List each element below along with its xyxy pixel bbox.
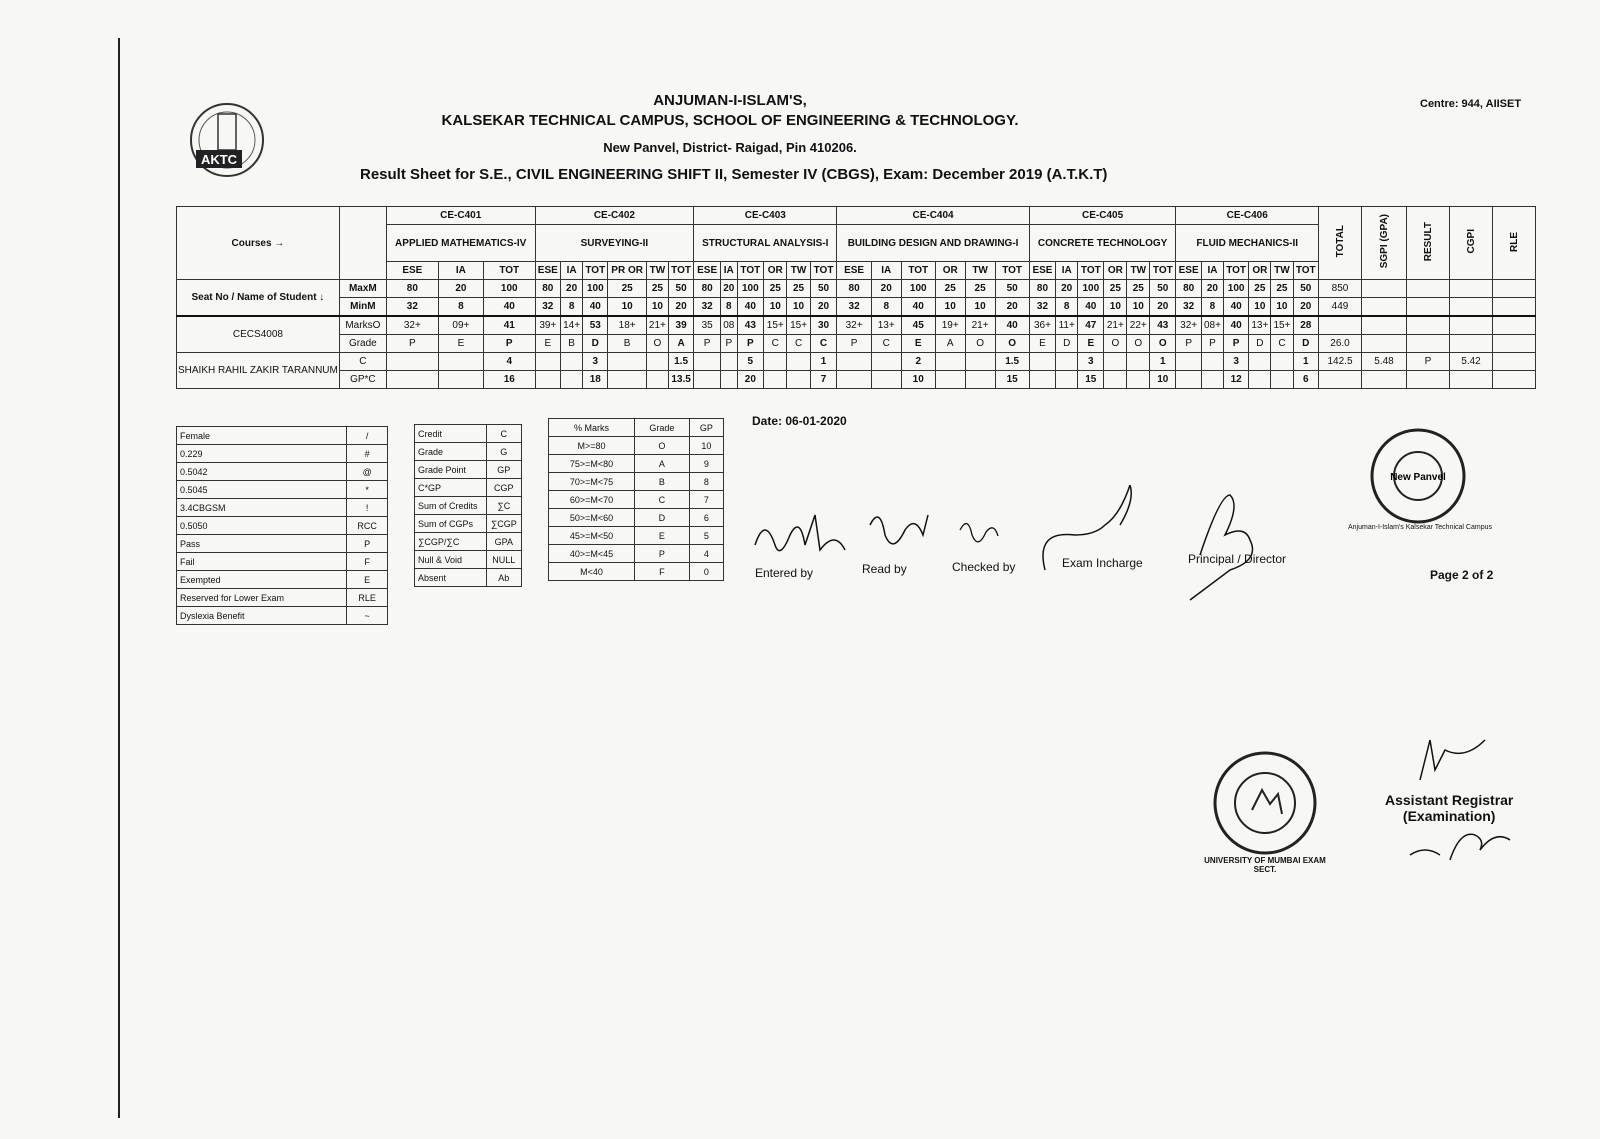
legend2-label: ∑CGP/∑C	[415, 533, 487, 551]
legend1-symbol: F	[347, 553, 388, 571]
row-label: MarksO	[339, 316, 386, 335]
legend1-label: 0.229	[177, 445, 347, 463]
legend1-row	[177, 481, 388, 499]
college-logo	[188, 100, 266, 182]
grade-scale-cell: 5	[689, 527, 723, 545]
col-header: OR	[1249, 262, 1271, 280]
legend2-row	[415, 425, 522, 443]
legend2-label: Credit	[415, 425, 487, 443]
legend1-row	[177, 445, 388, 463]
grade-scale-cell: M>=80	[549, 437, 635, 455]
col-header: TW	[787, 262, 810, 280]
legend1-label: 3.4CBGSM	[177, 499, 347, 517]
college-stamp	[1368, 426, 1468, 526]
grade-scale-cell: P	[635, 545, 690, 563]
signature-label: Entered by	[755, 566, 814, 580]
col-header: TOT	[1078, 262, 1104, 280]
result-table	[176, 206, 1536, 389]
legend1-label: Dyslexia Benefit	[177, 607, 347, 625]
credit-row: SHAIKH RAHIL ZAKIR TARANNUM C 4 3 1.5 5 1 2 1.5 3 1 3 1 142.5 5.48 P 5.42	[177, 353, 1536, 371]
grade-scale-row	[549, 509, 724, 527]
row-label: Grade	[339, 335, 386, 353]
legend2-symbol: CGP	[486, 479, 521, 497]
grade-scale-cell: 45>=M<50	[549, 527, 635, 545]
col-header: TOT	[810, 262, 837, 280]
legend1-symbol: #	[347, 445, 388, 463]
legend2-symbol: Ab	[486, 569, 521, 587]
result-header: RESULT	[1407, 207, 1450, 280]
legend1-symbol: RLE	[347, 589, 388, 607]
row-label: C	[339, 353, 386, 371]
col-header: TOT	[583, 262, 608, 280]
legend2-symbol: GPA	[486, 533, 521, 551]
col-header: IA	[1201, 262, 1223, 280]
legend1-label: 0.5045	[177, 481, 347, 499]
legend1-symbol: RCC	[347, 517, 388, 535]
legend1-row	[177, 571, 388, 589]
gpc-row: GP*C 16 18 13.5 20 7 10 15 15 10 12 6	[177, 371, 1536, 389]
row-label: MaxM	[339, 280, 386, 298]
sgpi-value: 5.48	[1362, 353, 1407, 371]
university-stamp	[1212, 750, 1318, 856]
col-header: IA	[1056, 262, 1078, 280]
legend1-symbol: P	[347, 535, 388, 553]
course-name: SURVEYING-II	[535, 225, 694, 262]
legend1-label: 0.5050	[177, 517, 347, 535]
margin-line	[118, 38, 120, 1118]
seat-name-label: Seat No / Name of Student ↓	[177, 280, 340, 317]
total-header: TOTAL	[1319, 207, 1362, 280]
grade-scale-cell: A	[635, 455, 690, 473]
grade-scale-cell: 60>=M<70	[549, 491, 635, 509]
col-header: IA	[561, 262, 583, 280]
grade-scale-cell: 0	[689, 563, 723, 581]
legend2-label: Sum of Credits	[415, 497, 487, 515]
signature-label: Exam Incharge	[1062, 556, 1143, 570]
legend2-label: Grade	[415, 443, 487, 461]
col-header: ESE	[386, 262, 438, 280]
institution-name-line2: KALSEKAR TECHNICAL CAMPUS, SCHOOL OF ENGINEERING & TECHNOLOGY.	[441, 112, 1019, 129]
legend2-row	[415, 533, 522, 551]
legend1-row	[177, 607, 388, 625]
grade-scale-row	[549, 491, 724, 509]
grade-scale-cell: 8	[689, 473, 723, 491]
grade-scale-row	[549, 527, 724, 545]
legend2-label: Null & Void	[415, 551, 487, 569]
col-header: ESE	[1176, 262, 1201, 280]
col-header: TOT	[668, 262, 693, 280]
grade-scale-row	[549, 545, 724, 563]
legend2-label: Sum of CGPs	[415, 515, 487, 533]
legend2-symbol: ∑CGP	[486, 515, 521, 533]
legend1-row	[177, 589, 388, 607]
grade-row: Grade P E P E B D B O A P P P C C C P C E A O O E D E O O O P P P D C D 26.0	[177, 335, 1536, 353]
student-name: SHAIKH RAHIL ZAKIR TARANNUM	[177, 353, 340, 389]
legend1-symbol: /	[347, 427, 388, 445]
courses-label: Courses →	[177, 207, 340, 280]
sgpi-header: SGPI (GPA)	[1362, 207, 1407, 280]
course-code: CE-C401	[386, 207, 535, 225]
total-max: 850	[1319, 280, 1362, 298]
legend1-symbol: !	[347, 499, 388, 517]
signature-label: Checked by	[952, 560, 1016, 574]
grade-scale-cell: 50>=M<60	[549, 509, 635, 527]
grade-scale-cell: 7	[689, 491, 723, 509]
grade-scale-cell: D	[635, 509, 690, 527]
course-code-row	[177, 207, 1536, 225]
legend1-row	[177, 499, 388, 517]
signature-label: Principal / Director	[1188, 552, 1287, 566]
grade-scale-row	[549, 563, 724, 581]
course-name: FLUID MECHANICS-II	[1176, 225, 1319, 262]
col-header: OR	[1104, 262, 1127, 280]
legend1-row	[177, 517, 388, 535]
signature-label: Read by	[862, 562, 907, 576]
result-value: P	[1407, 353, 1450, 371]
grade-scale-cell: B	[635, 473, 690, 491]
course-code: CE-C404	[837, 207, 1029, 225]
col-header: TOT	[1224, 262, 1249, 280]
legend1-label: Female	[177, 427, 347, 445]
sum-cgp: 142.5	[1319, 353, 1362, 371]
legend1-symbol: ~	[347, 607, 388, 625]
result-sheet-title: Result Sheet for S.E., CIVIL ENGINEERING SHIFT II, Semester IV (CBGS), Exam: December 2019 (A.T.K.T)	[360, 166, 1108, 183]
grade-scale-header: % Marks Grade GP	[549, 419, 724, 437]
legend1-label: Fail	[177, 553, 347, 571]
registrar-title: Assistant Registrar	[1385, 792, 1514, 808]
cgpi-value: 5.42	[1450, 353, 1493, 371]
centre-label: Centre: 944, AIISET	[1420, 98, 1522, 110]
abbreviation-legend	[414, 424, 522, 587]
legend2-row	[415, 461, 522, 479]
course-code: CE-C403	[694, 207, 837, 225]
grade-scale-cell: C	[635, 491, 690, 509]
col-header: ESE	[535, 262, 560, 280]
grade-scale-table	[548, 418, 724, 581]
legend2-row	[415, 551, 522, 569]
grade-scale-cell: E	[635, 527, 690, 545]
legend1-row	[177, 463, 388, 481]
col-header: TW	[1127, 262, 1150, 280]
minm-row: MinM 32 8 40 32 8 40 10 10 20 32 8 40 10 10 20 32 8 40 10 10 20 32 8 40 10 10 20 32 8 40 10 10 20 449	[177, 298, 1536, 317]
legend1-row	[177, 553, 388, 571]
course-name: STRUCTURAL ANALYSIS-I	[694, 225, 837, 262]
institution-name-line1: ANJUMAN-I-ISLAM'S,	[653, 92, 807, 109]
registrar-block	[1385, 792, 1513, 824]
legend1-symbol: *	[347, 481, 388, 499]
grade-scale-cell: 70>=M<75	[549, 473, 635, 491]
signature-scribbles	[745, 485, 1375, 605]
legend2-row	[415, 497, 522, 515]
col-header: OR	[935, 262, 965, 280]
legend1-row	[177, 535, 388, 553]
col-header: OR	[764, 262, 787, 280]
row-label: GP*C	[339, 371, 386, 389]
course-name: BUILDING DESIGN AND DRAWING-I	[837, 225, 1029, 262]
grade-scale-cell: 4	[689, 545, 723, 563]
legend2-symbol: C	[486, 425, 521, 443]
sum-credits: 26.0	[1319, 335, 1362, 353]
col-header: TOT	[1150, 262, 1176, 280]
grade-scale-cell: O	[635, 437, 690, 455]
course-name: APPLIED MATHEMATICS-IV	[386, 225, 535, 262]
legend1-label: Pass	[177, 535, 347, 553]
legend1-symbol: @	[347, 463, 388, 481]
course-code: CE-C405	[1029, 207, 1176, 225]
legend2-label: Grade Point	[415, 461, 487, 479]
institution-address: New Panvel, District- Raigad, Pin 410206.	[603, 140, 857, 155]
page-number: Page 2 of 2	[1430, 568, 1494, 582]
legend1-label: Exempted	[177, 571, 347, 589]
grade-scale-cell: 75>=M<80	[549, 455, 635, 473]
course-code: CE-C406	[1176, 207, 1319, 225]
grade-scale-cell: 40>=M<45	[549, 545, 635, 563]
col-header: TOT	[995, 262, 1029, 280]
symbol-legend	[176, 426, 388, 625]
grade-scale-cell: F	[635, 563, 690, 581]
legend2-row	[415, 569, 522, 587]
col-header: IA	[721, 262, 737, 280]
maxm-row: Seat No / Name of Student ↓ MaxM 80 20 100 80 20 100 25 25 50 80 20 100 25 25 50 80 20 100 25 25 50 80 20 100 25 25 50 80 20 100 25 25 50 850	[177, 280, 1536, 298]
course-code: CE-C402	[535, 207, 694, 225]
svg-text:AKTC: AKTC	[200, 152, 238, 167]
legend2-row	[415, 479, 522, 497]
col-header: TOT	[737, 262, 764, 280]
col-header: ESE	[694, 262, 721, 280]
stamp-ring-text: Anjuman-I-Islam's Kalsekar Technical Campus	[1348, 524, 1492, 531]
marks-row: CECS4008 MarksO 32+ 09+ 41 39+ 14+ 53 18+ 21+ 39 35 08 43 15+ 15+ 30 32+ 13+ 45 19+ 21+ 40 36+ 11+ 47 21+ 22+ 43 32+ 08+ 40 13+ 15+ 28	[177, 316, 1536, 335]
cgpi-header: CGPI	[1450, 207, 1493, 280]
legend2-symbol: NULL	[486, 551, 521, 569]
col-header: TOT	[1293, 262, 1319, 280]
legend1-label: Reserved for Lower Exam	[177, 589, 347, 607]
legend1-symbol: E	[347, 571, 388, 589]
total-min: 449	[1319, 298, 1362, 317]
legend1-label: 0.5042	[177, 463, 347, 481]
registrar-subtitle: (Examination)	[1402, 808, 1496, 824]
col-header: ESE	[1029, 262, 1055, 280]
col-header: ESE	[837, 262, 871, 280]
col-header: TOT	[483, 262, 535, 280]
legend1-row	[177, 427, 388, 445]
result-date: Date: 06-01-2020	[752, 414, 847, 428]
legend2-row	[415, 443, 522, 461]
grade-scale-row	[549, 473, 724, 491]
stamp-center-text: New Panvel	[1390, 472, 1446, 483]
col-header: TW	[646, 262, 668, 280]
legend2-row	[415, 515, 522, 533]
col-header: IA	[438, 262, 483, 280]
col-header: TW	[965, 262, 995, 280]
col-header: PR OR	[608, 262, 646, 280]
student-seat-no: CECS4008	[177, 316, 340, 353]
col-header: IA	[871, 262, 901, 280]
legend2-symbol: ∑C	[486, 497, 521, 515]
grade-scale-row	[549, 455, 724, 473]
legend2-label: C*GP	[415, 479, 487, 497]
legend2-label: Absent	[415, 569, 487, 587]
grade-scale-cell: 10	[689, 437, 723, 455]
grade-scale-cell: 9	[689, 455, 723, 473]
university-stamp-text: UNIVERSITY OF MUMBAI EXAM SECT.	[1204, 856, 1326, 874]
legend2-symbol: G	[486, 443, 521, 461]
grade-scale-cell: M<40	[549, 563, 635, 581]
col-header: TOT	[901, 262, 935, 280]
grade-scale-cell: 6	[689, 509, 723, 527]
course-name: CONCRETE TECHNOLOGY	[1029, 225, 1176, 262]
col-header: TW	[1271, 262, 1293, 280]
row-label: MinM	[339, 298, 386, 317]
legend2-symbol: GP	[486, 461, 521, 479]
grade-scale-row	[549, 437, 724, 455]
rle-header: RLE	[1493, 207, 1536, 280]
